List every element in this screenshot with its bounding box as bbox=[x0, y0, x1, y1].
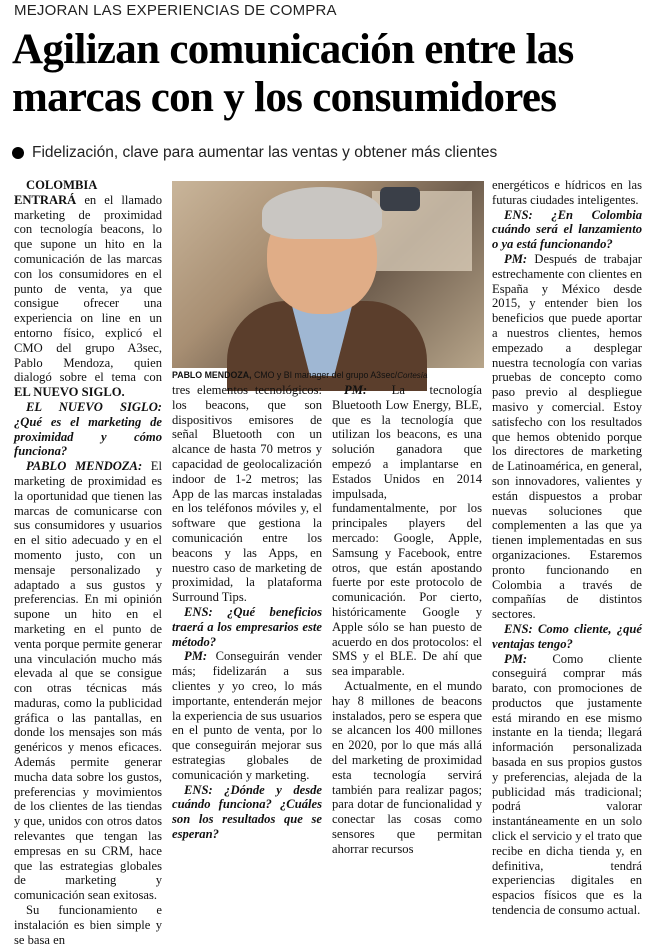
answer-1-who: PABLO MENDOZA: bbox=[26, 459, 143, 474]
caption-credit: Cortesía bbox=[397, 371, 428, 380]
answer-1b: Su funcionamiento e instalación es bien simple y se basa en bbox=[14, 903, 162, 947]
caption-role: CMO y BI manager del grupo A3sec/ bbox=[251, 370, 398, 380]
answer-5 bbox=[492, 652, 642, 918]
question-1: EL NUEVO SIGLO: ¿Qué es el marketing de proximidad y cómo funciona? bbox=[14, 399, 162, 459]
answer-4-text: Después de trabajar estrechamente con clientes en España y México desde 2015, y entender bien los beneficios que puede aportar a nuestros clientes, hemos empezado a desplegar nuestra tecnología con varias pruebas de concepto como paso previo al despliegue masivo y comercial. Estoy satisfecho con los resultados que hemos obtenido porque los directores de marketing de Latinoamérica, en general, son innovadores, valientes y están dispuestos a probar nuevas soluciones que complementen a las que ya tienen implementadas en sus organizaciones. Estaremos pronto funcionando en Colombia a través de compañías de distintos sectores. bbox=[492, 251, 642, 622]
photo-caption bbox=[172, 370, 484, 380]
answer-1-text: El marketing de proximidad es la oportunidad que tienen las marcas de comunicarse con sus consumidores y usuarios en el sitio adecuado y en el momento justo, con un mensaje personalizado y adaptado a sus gustos y preferencias. En mi opinión supone un hito en el marketing en el punto de venta porque permite generar una vinculación mucho más elevada al que se consigue con otras técnicas más maduras, como la publicidad gráfica o las pantallas, en donde los mensajes son más genéricos y menos eficaces. Además permite generar mucha data sobre los gustos, preferencias y movimientos de los clientes de las tiendas y que, unidos con otros datos relevantes que tengan las empresas en su CRM, hace que las estrategias globales de marketing y comunicación sean exitosas. bbox=[14, 459, 162, 903]
answer-4-who: PM: bbox=[504, 251, 528, 266]
subhead bbox=[12, 144, 642, 162]
answer-5-text: Como cliente conseguirá comprar más barato, con promociones de productos que justamente está mirando en ese mismo instante en la tienda; llegará información personalizada basada en sus propios gustos y preferencias, alejada de la publicidad más tradicional; podrá valorar instantáneamente en un solo click el servicio y el trato que recibe en dicha tienda y, en definitiva, tendrá experiencias digitales en espacios físicos que es la tendencia de consumo actual. bbox=[492, 651, 642, 918]
photo-hair bbox=[262, 187, 382, 239]
question-5: ENS: Como cliente, ¿qué ventajas tengo? bbox=[492, 621, 642, 651]
answer-3b: Actualmente, en el mundo hay 8 millones de beacons instalados, pero se espera que se alcancen los 400 millones en 2020, por lo que más allá del marketing de proximidad esta tecnología servirá también para realizar pagos; para dotar de funcionalidad y conectar las cosas como sensores que permitan ahorrar recursos bbox=[332, 678, 482, 856]
answer-1 bbox=[14, 459, 162, 903]
answer-3 bbox=[332, 383, 482, 679]
answer-2-who: PM: bbox=[184, 649, 208, 664]
lead-end: EL NUEVO SIGLO. bbox=[14, 385, 125, 400]
answer-2-text: Conseguirán vender más; fidelizarán a sus clientes y yo creo, lo más importante, entenderán mejor la experiencia de sus usuarios en el punto de venta, por lo que conseguirán mejorar sus estrategias globales de comunicación y marketing. bbox=[172, 649, 322, 782]
photo-car bbox=[380, 187, 420, 211]
column-2 bbox=[172, 383, 322, 841]
lead-text: en el llamado marketing de proximidad con tecnología beacons, lo que supone un hito en la comunicación de las marcas con los consumidores en el punto de venta, ya que consigue ofrecer una experiencia on line en un entorno físico, explicó el CMO del grupo A3sec, Pablo Mendoza, quien dialogó sobre el tema con bbox=[14, 192, 162, 385]
caption-name: PABLO MENDOZA, bbox=[172, 370, 252, 380]
headline: Agilizan comunicación entre las marcas con y los consumidores bbox=[12, 26, 574, 121]
subhead-text: Fidelización, clave para aumentar las ventas y obtener más clientes bbox=[32, 144, 498, 161]
column-3 bbox=[332, 383, 482, 856]
question-2: ENS: ¿Qué beneficios traerá a los empresarios este método? bbox=[172, 604, 322, 649]
column-4 bbox=[492, 178, 642, 918]
answer-3-text: La tecnología Bluetooth Low Energy, BLE, que es la tecnología que utilizan los beacons, es una solución ganadora que empezó a implantarse en Estados Unidos en 2014 impulsada, fundamentalmente, por los principales players del mercado: Google, Apple, Samsung y Facebook, entre otros, que están apostando fuerte por este protocolo de comunicación. Por cierto, históricamente Google y Apple sólo se han puesto de acuerdo en dos protocolos: el SMS y el BLE. De ahí que sea imparable. bbox=[332, 383, 482, 679]
lead-paragraph bbox=[14, 178, 162, 400]
bullet-icon bbox=[12, 147, 24, 159]
answer-3-who: PM: bbox=[344, 383, 368, 397]
column-1 bbox=[14, 178, 162, 947]
kicker: MEJORAN LAS EXPERIENCIAS DE COMPRA bbox=[14, 2, 337, 19]
lead-caps: COLOMBIA ENTRARÁ bbox=[14, 178, 98, 207]
question-3: ENS: ¿Dónde y desde cuándo funciona? ¿Cuáles son los resultados que se esperan? bbox=[172, 782, 322, 841]
answer-2 bbox=[172, 649, 322, 782]
question-4: ENS: ¿En Colombia cuándo será el lanzamiento o ya está funcionando? bbox=[492, 207, 642, 252]
answer-5-who: PM: bbox=[504, 651, 528, 666]
col2-text: tres elementos tecnológicos: los beacons, que son dispositivos emisores de señal Bluetooth con un alcance de hasta 70 metros y capacidad de geolocalización indoor de 1-2 metros; las App de las marcas instaladas en los teléfonos móviles y, el software que gestiona la comunicación entre los beacons y las Apps, en nuestro caso de marketing de proximidad, la plataforma Surround Tips. bbox=[172, 383, 322, 605]
portrait-photo bbox=[172, 181, 484, 368]
answer-4 bbox=[492, 252, 642, 622]
col4-text: energéticos e hídricos en las futuras ciudades inteligentes. bbox=[492, 178, 642, 207]
